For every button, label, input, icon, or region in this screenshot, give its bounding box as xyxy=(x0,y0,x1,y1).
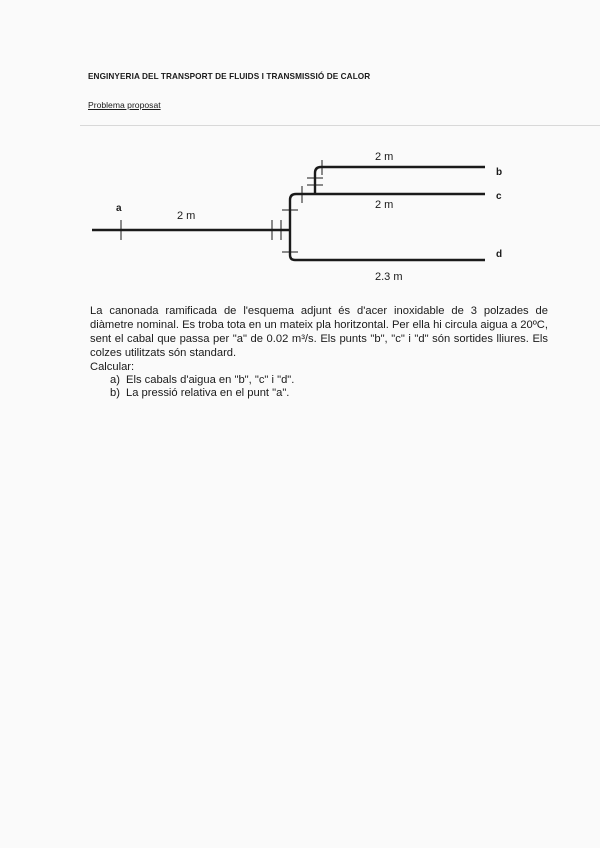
document-header-title: ENGINYERIA DEL TRANSPORT DE FLUIDS I TRANSMISSIÓ DE CALOR xyxy=(88,72,371,81)
calc-item xyxy=(90,387,294,400)
label-point-b: b xyxy=(496,167,503,178)
label-length-main: 2 m xyxy=(177,210,196,222)
pipe-lines xyxy=(92,167,485,260)
calc-item-text: Els cabals d'aigua en "b", "c" i "d". xyxy=(126,374,295,386)
pipe-network-diagram xyxy=(0,0,600,300)
statement-paragraph: La canonada ramificada de l'esquema adjunt és d'acer inoxidable de 3 polzades de diàmetre nominal. Es troba tota en un mateix pla horitzontal. Per ella hi circula aigua a 20ºC, sent el cabal que passa per "a" de 0.02 m³/s. Els punts "b", "c" i "d" són sortides lliures. Els colzes utilitzats són standard. xyxy=(90,305,548,359)
pipe-branch-b xyxy=(315,167,485,194)
calc-item xyxy=(90,374,294,387)
flange-marks xyxy=(121,160,323,252)
pipe-branch-d xyxy=(290,230,485,260)
calc-item-marker: b) xyxy=(110,387,120,399)
label-length-c: 2 m xyxy=(375,199,394,211)
calc-item-text: La pressió relativa en el punt "a". xyxy=(126,387,290,399)
pipe-vertical xyxy=(290,194,296,230)
calc-label: Calcular: xyxy=(90,361,135,373)
calculation-list xyxy=(90,361,294,400)
label-length-b: 2 m xyxy=(375,151,394,163)
label-length-d: 2.3 m xyxy=(375,271,403,283)
problem-statement xyxy=(90,304,548,360)
label-point-a: a xyxy=(116,203,122,214)
calc-item-marker: a) xyxy=(110,374,120,386)
label-point-c: c xyxy=(496,191,502,202)
document-header-subtitle: Problema proposat xyxy=(88,100,161,110)
label-point-d: d xyxy=(496,249,503,260)
